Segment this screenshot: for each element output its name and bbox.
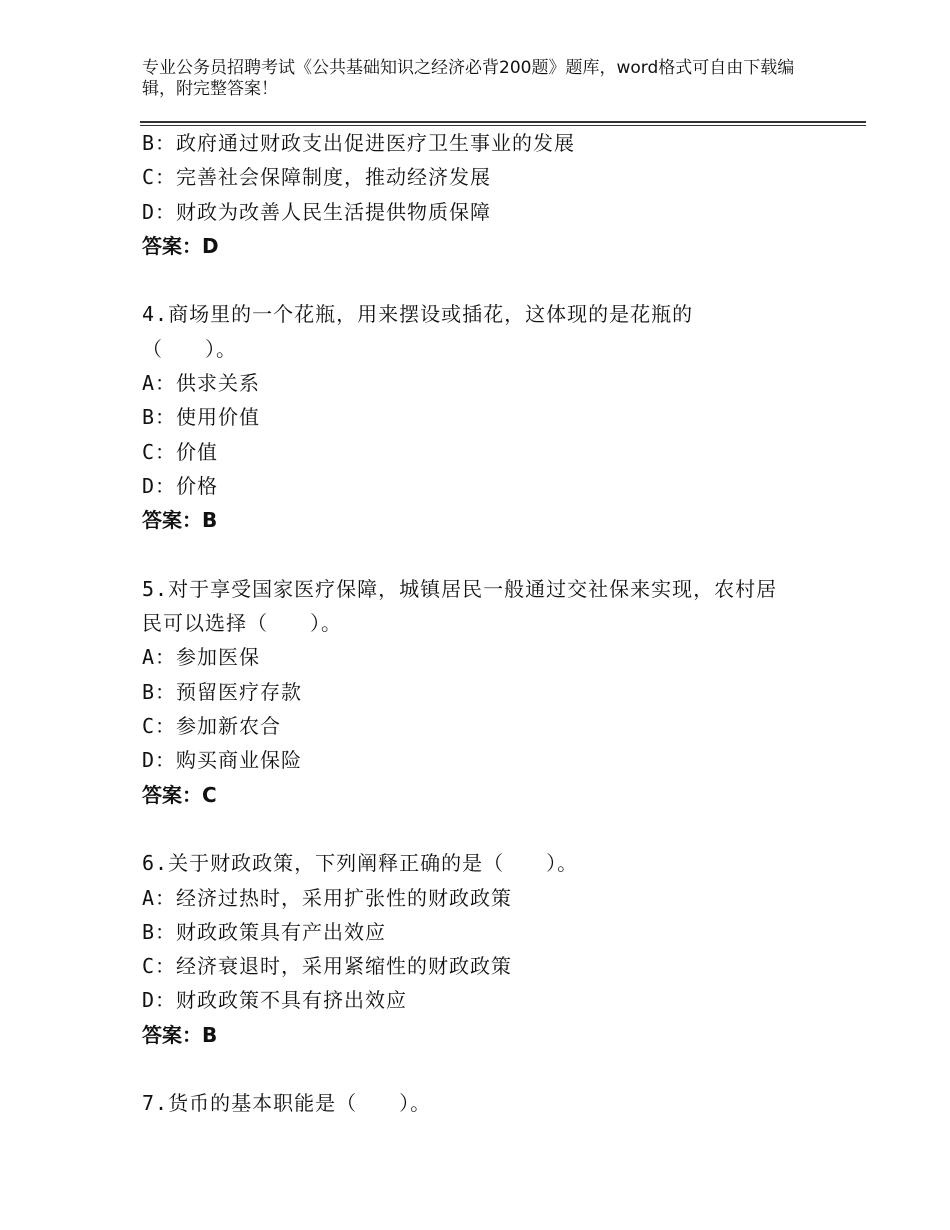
option-b: B：使用价值 — [142, 405, 261, 430]
question-content — [142, 126, 822, 1121]
answer-label: 答案：B — [142, 1022, 218, 1047]
question-stem: 5.对于享受国家医疗保障，城镇居民一般通过交社保来实现，农村居 — [142, 576, 778, 601]
question-6 — [142, 846, 822, 1052]
answer-label: 答案：D — [142, 233, 219, 258]
question-5 — [142, 572, 822, 812]
question-stem: 4.商场里的一个花瓶，用来摆设或插花，这体现的是花瓶的 — [142, 302, 694, 327]
option-c: C：完善社会保障制度，推动经济发展 — [142, 165, 492, 190]
option-c: C：经济衰退时，采用紧缩性的财政政策 — [142, 954, 513, 979]
option-c: C：参加新农合 — [142, 714, 282, 739]
option-a: A：供求关系 — [142, 371, 261, 396]
question-4 — [142, 297, 822, 537]
question-7 — [142, 1086, 822, 1120]
question-stem: （ ）。 — [142, 336, 237, 361]
question-stem: 民可以选择（ ）。 — [142, 611, 342, 636]
header-rule-thick — [140, 121, 866, 123]
question-stem: 6.关于财政政策，下列阐释正确的是（ ）。 — [142, 851, 579, 876]
option-d: D：价格 — [142, 473, 219, 498]
option-a: A：参加医保 — [142, 645, 261, 670]
option-b: B：财政政策具有产出效应 — [142, 919, 387, 944]
option-b: B：政府通过财政支出促进医疗卫生事业的发展 — [142, 131, 576, 155]
question-stem: 7.货币的基本职能是（ ）。 — [142, 1091, 432, 1116]
question-3 — [142, 126, 822, 263]
option-d: D：财政为改善人民生活提供物质保障 — [142, 199, 492, 224]
answer-label: 答案：C — [142, 782, 217, 807]
document-header: 专业公务员招聘考试《公共基础知识之经济必背200题》题库，word格式可自由下载编辑，附完整答案！ — [142, 58, 795, 99]
option-d: D：财政政策不具有挤出效应 — [142, 988, 408, 1013]
answer-label: 答案：B — [142, 508, 218, 533]
option-a: A：经济过热时，采用扩张性的财政政策 — [142, 885, 513, 910]
option-c: C：价值 — [142, 439, 219, 464]
option-d: D：购买商业保险 — [142, 748, 303, 773]
option-b: B：预留医疗存款 — [142, 679, 303, 704]
